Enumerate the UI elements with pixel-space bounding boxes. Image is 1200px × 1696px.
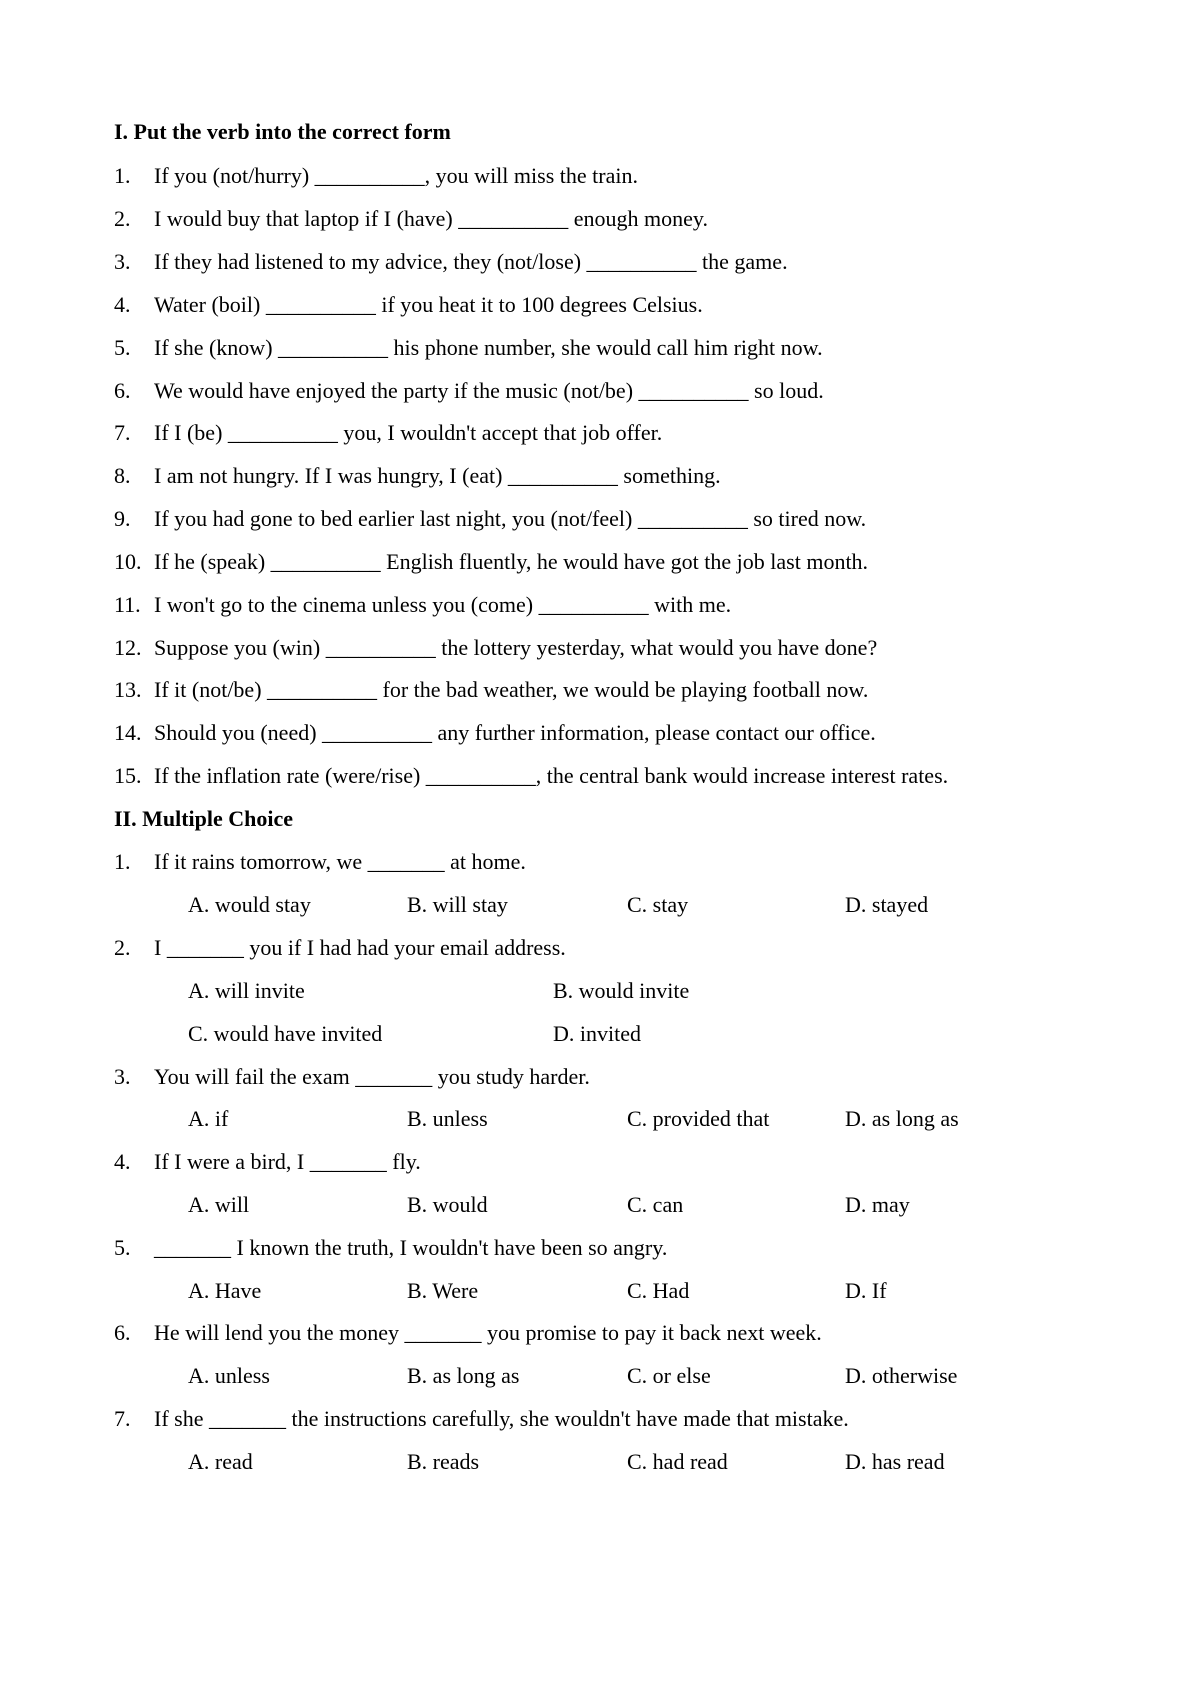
exercise-1-item-14 (114, 719, 876, 747)
mc-1-option-a: A. would stay (188, 892, 311, 917)
item-text: If they had listened to my advice, they (not/lose) __________ the game. (154, 249, 788, 274)
mc-1-option-b: B. will stay (407, 892, 508, 917)
mc-4-option-d: D. may (845, 1192, 910, 1217)
item-number: 6. (114, 1320, 131, 1345)
mc-1-option-d: D. stayed (845, 892, 929, 917)
item-text: If it (not/be) __________ for the bad weather, we would be playing football now. (154, 677, 869, 702)
mc-7-option-b: B. reads (407, 1449, 480, 1474)
item-text: If she _______ the instructions carefully, she wouldn't have made that mistake. (154, 1406, 849, 1431)
item-number: 11. (114, 592, 141, 617)
mc-question-4 (114, 1148, 421, 1176)
exercise-1-item-3 (114, 248, 788, 276)
mc-question-5 (114, 1234, 667, 1262)
item-text: I won't go to the cinema unless you (come) __________ with me. (154, 592, 732, 617)
mc-4-option-a: A. will (188, 1192, 250, 1217)
item-text: I am not hungry. If I was hungry, I (eat) __________ something. (154, 463, 721, 488)
item-text: We would have enjoyed the party if the music (not/be) __________ so loud. (154, 378, 824, 403)
exercise-1-item-6 (114, 377, 824, 405)
item-text: If he (speak) __________ English fluently, he would have got the job last month. (154, 549, 869, 574)
item-number: 3. (114, 1064, 131, 1089)
mc-3-option-b: B. unless (407, 1106, 488, 1131)
item-text: If you (not/hurry) __________, you will miss the train. (154, 163, 638, 188)
mc-2-option-d: D. invited (553, 1021, 641, 1046)
item-text: Should you (need) __________ any further information, please contact our office. (154, 720, 876, 745)
item-number: 9. (114, 506, 131, 531)
exercise-1-item-11 (114, 591, 731, 619)
item-number: 5. (114, 1235, 131, 1260)
item-number: 4. (114, 292, 131, 317)
mc-5-option-c: C. Had (627, 1278, 690, 1303)
exercise-1-item-2 (114, 205, 708, 233)
item-text: If the inflation rate (were/rise) __________, the central bank would increase interest rates. (154, 763, 949, 788)
exercise-1-item-12 (114, 634, 877, 662)
mc-5-option-b: B. Were (407, 1278, 479, 1303)
mc-1-option-c: C. stay (627, 892, 689, 917)
item-number: 2. (114, 206, 131, 231)
exercise-1-item-8 (114, 462, 721, 490)
item-number: 8. (114, 463, 131, 488)
item-number: 10. (114, 549, 142, 574)
item-number: 1. (114, 849, 131, 874)
mc-3-option-a: A. if (188, 1106, 229, 1131)
mc-6-option-d: D. otherwise (845, 1363, 958, 1388)
mc-question-2 (114, 934, 566, 962)
item-text: If you had gone to bed earlier last night, you (not/feel) __________ so tired now. (154, 506, 867, 531)
exercise-1-item-4 (114, 291, 703, 319)
exercise-1-item-10 (114, 548, 868, 576)
mc-7-option-a: A. read (188, 1449, 253, 1474)
mc-5-option-a: A. Have (188, 1278, 262, 1303)
mc-6-option-a: A. unless (188, 1363, 270, 1388)
item-text: If it rains tomorrow, we _______ at home. (154, 849, 526, 874)
exercise-1-item-7 (114, 419, 662, 447)
item-number: 5. (114, 335, 131, 360)
item-text: He will lend you the money _______ you promise to pay it back next week. (154, 1320, 822, 1345)
exercise-1-item-5 (114, 334, 823, 362)
exercise-1-item-15 (114, 762, 948, 790)
item-number: 3. (114, 249, 131, 274)
mc-3-option-c: C. provided that (627, 1106, 770, 1131)
mc-question-6 (114, 1319, 822, 1347)
exercise-1-item-9 (114, 505, 866, 533)
mc-question-3 (114, 1063, 590, 1091)
item-number: 2. (114, 935, 131, 960)
mc-question-7 (114, 1405, 849, 1433)
item-text: If she (know) __________ his phone number, she would call him right now. (154, 335, 823, 360)
mc-7-option-d: D. has read (845, 1449, 945, 1474)
item-number: 13. (114, 677, 142, 702)
mc-5-option-d: D. If (845, 1278, 887, 1303)
item-number: 6. (114, 378, 131, 403)
item-text: If I (be) __________ you, I wouldn't accept that job offer. (154, 420, 663, 445)
item-number: 7. (114, 1406, 131, 1431)
section-1-heading: I. Put the verb into the correct form (114, 119, 451, 144)
item-text: I _______ you if I had had your email address. (154, 935, 566, 960)
item-text: _______ I known the truth, I wouldn't have been so angry. (154, 1235, 668, 1260)
mc-2-option-c: C. would have invited (188, 1021, 383, 1046)
mc-4-option-b: B. would (407, 1192, 488, 1217)
item-text: I would buy that laptop if I (have) __________ enough money. (154, 206, 708, 231)
exercise-1-item-1 (114, 162, 638, 190)
item-text: You will fail the exam _______ you study harder. (154, 1064, 590, 1089)
mc-2-option-b: B. would invite (553, 978, 690, 1003)
item-number: 4. (114, 1149, 131, 1174)
item-number: 12. (114, 635, 142, 660)
mc-4-option-c: C. can (627, 1192, 684, 1217)
mc-6-option-b: B. as long as (407, 1363, 520, 1388)
mc-2-option-a: A. will invite (188, 978, 305, 1003)
mc-question-1 (114, 848, 526, 876)
item-number: 7. (114, 420, 131, 445)
item-number: 14. (114, 720, 142, 745)
item-text: Suppose you (win) __________ the lottery yesterday, what would you have done? (154, 635, 878, 660)
mc-6-option-c: C. or else (627, 1363, 711, 1388)
mc-7-option-c: C. had read (627, 1449, 728, 1474)
section-2-heading: II. Multiple Choice (114, 806, 294, 831)
item-text: If I were a bird, I _______ fly. (154, 1149, 421, 1174)
item-number: 1. (114, 163, 131, 188)
item-text: Water (boil) __________ if you heat it to 100 degrees Celsius. (154, 292, 703, 317)
mc-3-option-d: D. as long as (845, 1106, 959, 1131)
item-number: 15. (114, 763, 142, 788)
exercise-1-item-13 (114, 676, 868, 704)
